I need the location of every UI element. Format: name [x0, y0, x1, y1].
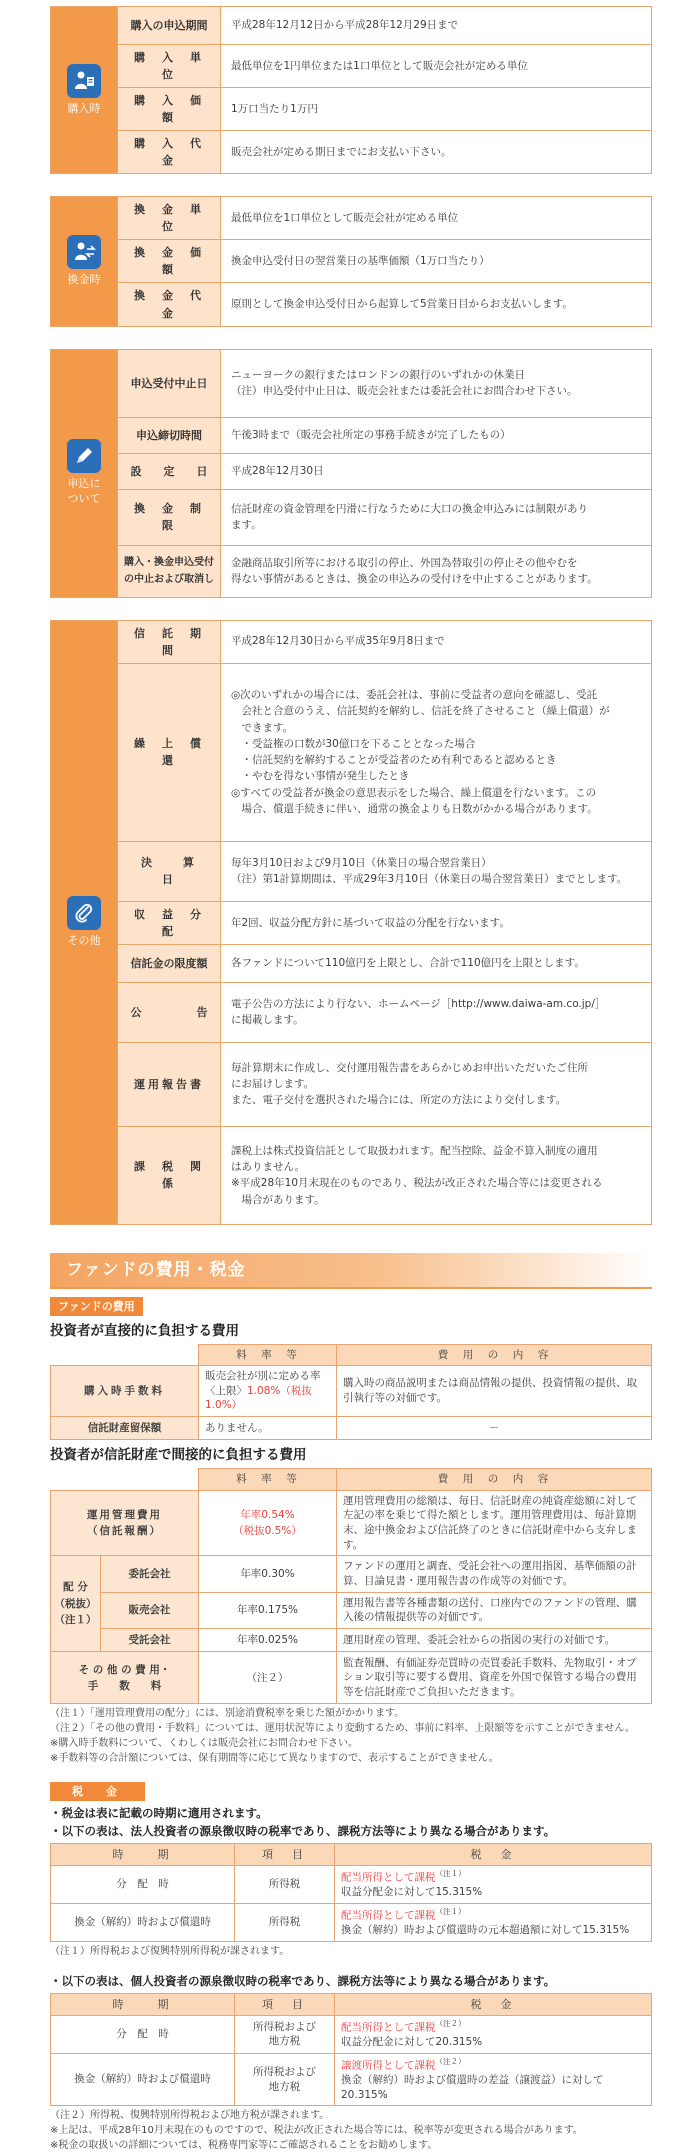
direct-fee-table — [50, 1344, 652, 1441]
retention-rate: ありません。 — [199, 1417, 337, 1440]
tax-intro-2: ・以下の表は、法人投資者の源泉徴収時の税率であり、課税方法等により異なる場合があります。 — [50, 1824, 556, 1839]
trustor-desc: ファンドの運用と調査、受託会社への運用指図、基準価額の計算、目論見書・運用報告書の作成等の対価です。 — [337, 1556, 652, 1592]
purchase-period-label: 購入の申込期間 — [118, 7, 221, 45]
purchase-payment-value: 販売会社が定める期日までにお支払い下さい。 — [221, 131, 652, 174]
corp-tax-note: （注１）所得税および復興特別所得税が課されます。 — [50, 1945, 290, 1957]
corp-dist-tax: 配当所得として課税$^{(注1)}$ 収益分配金に対して15.315% — [335, 1865, 652, 1903]
indirect-col-rate: 料 率 等 — [199, 1469, 337, 1490]
report-label: 運用報告書 — [118, 1042, 221, 1126]
fee-divider — [50, 1287, 652, 1289]
retention-label: 信託財産留保額 — [51, 1417, 199, 1440]
indiv-tax-note-2: ※上記は、平成28年10月末現在のものですので、税法が改正された場合等には、税率等が変更される場合があります。 — [50, 2125, 583, 2137]
corp-dist-time: 分 配 時 — [51, 1865, 235, 1903]
indiv-tax-intro: ・以下の表は、個人投資者の源泉徴収時の税率であり、課税方法等により異なる場合があります。 — [50, 1973, 556, 1988]
trustor-rate: 年率0.30% — [199, 1556, 337, 1592]
tax-tag: 税 金 — [50, 1782, 145, 1801]
purchase-period-value: 平成28年12月12日から平成28年12月29日まで — [221, 7, 652, 45]
cancellation-label: 購入・換金申込受付 の中止および取消し — [118, 545, 221, 597]
corp-dist-item: 所得税 — [235, 1865, 335, 1903]
mgmt-fee-label: 運用管理費用 （信託報酬） — [51, 1490, 199, 1556]
deadline-label: 申込締切時間 — [118, 417, 221, 453]
purchase-price-label: 購 入 価 額 — [118, 88, 221, 131]
paperclip-icon — [67, 896, 101, 930]
trustor-label: 委託会社 — [101, 1556, 199, 1592]
trustee-rate: 年率0.025% — [199, 1629, 337, 1652]
public-notice-label: 公 告 — [118, 982, 221, 1042]
settlement-date-value: 毎年3月10日および9月10日（休業日の場合翌営業日） （注）第1計算期間は、平成29年3月10日（休業日の場合翌営業日）までとします。 — [221, 841, 652, 901]
corp-red-item: 所得税 — [235, 1903, 335, 1941]
corp-red-time: 換金（解約）時および償還時 — [51, 1903, 235, 1941]
trustee-label: 受託会社 — [101, 1629, 199, 1652]
purchase-fee-rate: 販売会社が別に定める率 〈上限〉1.08%（税抜1.0%） — [199, 1365, 337, 1416]
purchase-person-icon — [67, 64, 101, 98]
cancellation-value: 金融商品取引所等における取引の停止、外国為替取引の停止その他やむを 得ない事情があるときは、換金の申込みの受付けを中止することがあります。 — [221, 545, 652, 597]
other-fee-rate: （注２） — [199, 1652, 337, 1704]
exchange-payment-value: 原則として換金申込受付日から起算して5営業日目からお支払いします。 — [221, 283, 652, 326]
public-notice-value: 電子公告の方法により行ない、ホームページ［http://www.daiwa-am.co.jp/］ に掲載します。 — [221, 982, 652, 1042]
corp-col-time: 時 期 — [51, 1843, 235, 1865]
indirect-fee-title: 投資者が信託財産で間接的に負担する費用 — [50, 1447, 307, 1464]
early-redemption-value: ◎次のいずれかの場合には、委託会社は、事前に受益者の意向を確認し、受託 会社と合意のうえ、信託契約を解約し、信託を終了させること（繰上償還）が できます。 ・受益権の口数が30億口を下ることとなった場合 ・信託契約を解約することが受益者のため有利であると認めるとき ・やむを得ない事情が発生したとき ◎すべての受益者が換金の意思表示をした場合、繰上償還を行ないます。この 場合、償還手続きに伴い、通常の換金よりも日数がかかる場合があります。 — [221, 663, 652, 841]
indiv-col-item: 項 目 — [235, 1993, 335, 2015]
purchase-table — [50, 6, 652, 174]
indiv-dist-item: 所得税および 地方税 — [235, 2015, 335, 2053]
exchange-icon-label: 換金時 — [67, 273, 101, 286]
setup-date-value: 平成28年12月30日 — [221, 453, 652, 489]
fee-note-4: ※手数料等の合計額については、保有期間等に応じて異なりますので、表示することができません。 — [50, 1753, 499, 1765]
trust-period-value: 平成28年12月30日から平成35年9月8日まで — [221, 620, 652, 663]
indiv-red-item: 所得税および 地方税 — [235, 2053, 335, 2106]
indiv-tax-note-3: ※税金の取扱いの詳細については、税務専門家等にご確認されることをお勧めします。 — [50, 2140, 438, 2152]
exchange-price-label: 換 金 価 額 — [118, 240, 221, 283]
indiv-tax-note-1: （注２）所得税、復興特別所得税および地方税が課されます。 — [50, 2110, 330, 2122]
indirect-fee-table — [50, 1468, 652, 1704]
other-fee-desc: 監査報酬、有価証券売買時の売買委託手数料、先物取引・オプション取引等に要する費用、資産を外国で保管する場合の費用等を信託財産でご負担いただきます。 — [337, 1652, 652, 1704]
corp-col-item: 項 目 — [235, 1843, 335, 1865]
retention-desc: － — [337, 1417, 652, 1440]
application-icon-cell — [51, 349, 118, 597]
exchange-payment-label: 換 金 代 金 — [118, 283, 221, 326]
exchange-table — [50, 196, 652, 326]
application-icon-label-1: 申込に — [67, 477, 101, 491]
purchase-icon-cell — [51, 7, 118, 174]
mgmt-fee-desc: 運用管理費用の総額は、毎日、信託財産の純資産総額に対して左記の率を乗じて得た額とします。運用管理費用は、毎計算期末、途中換金および信託終了のときに信託財産中から支弁します。 — [337, 1490, 652, 1556]
indiv-red-time: 換金（解約）時および償還時 — [51, 2053, 235, 2106]
direct-col-content: 費 用 の 内 容 — [337, 1344, 652, 1365]
indiv-dist-tax: 配当所得として課税$^{(注2)}$ 収益分配金に対して20.315% — [335, 2015, 652, 2053]
tax-relation-label: 課 税 関 係 — [118, 1126, 221, 1224]
seller-label: 販売会社 — [101, 1592, 199, 1628]
corp-col-tax: 税 金 — [335, 1843, 652, 1865]
direct-col-rate: 料 率 等 — [199, 1344, 337, 1365]
fee-section-header — [50, 1253, 652, 1287]
exchange-limit-label: 換 金 制 限 — [118, 489, 221, 545]
fee-note-2: （注２）「その他の費用・手数料」については、運用状況等により変動するため、事前に料率、上限額等を示すことができません。 — [50, 1723, 635, 1735]
trust-period-label: 信 託 期 間 — [118, 620, 221, 663]
indiv-red-tax: 譲渡所得として課税$^{(注2)}$ 換金（解約）時および償還時の差益（譲渡益）に対して20.315% — [335, 2053, 652, 2106]
purchase-fee-desc: 購入時の商品説明または商品情報の提供、投資情報の提供、取引執行等の対価です。 — [337, 1365, 652, 1416]
indiv-col-tax: 税 金 — [335, 1993, 652, 2015]
trust-limit-label: 信託金の限度額 — [118, 944, 221, 982]
indirect-col-content: 費 用 の 内 容 — [337, 1469, 652, 1490]
early-redemption-label: 繰 上 償 還 — [118, 663, 221, 841]
tax-relation-value: 課税上は株式投資信託として取扱われます。配当控除、益金不算入制度の適用 はありません。 ※平成28年10月末現在のものであり、税法が改正された場合等には変更される 場合があります。 — [221, 1126, 652, 1224]
exchange-person-icon — [67, 235, 101, 269]
purchase-payment-label: 購 入 代 金 — [118, 131, 221, 174]
exchange-limit-value: 信託財産の資金管理を円滑に行なうために大口の換金申込みには制限があり ます。 — [221, 489, 652, 545]
fee-section-title: ファンドの費用・税金 — [66, 1259, 246, 1280]
individual-tax-table — [50, 1993, 652, 2107]
purchase-icon-label: 購入時 — [67, 101, 101, 115]
report-value: 毎計算期末に作成し、交付運用報告書をあらかじめお申出いただいたご住所 にお届けします。 また、電子交付を選択された場合には、所定の方法により交付します。 — [221, 1042, 652, 1126]
setup-date-label: 設 定 日 — [118, 453, 221, 489]
indiv-dist-time: 分 配 時 — [51, 2015, 235, 2053]
fee-note-3: ※購入時手数料について、くわしくは販売会社にお問合わせ下さい。 — [50, 1738, 358, 1750]
direct-fee-title: 投資者が直接的に負担する費用 — [50, 1322, 239, 1339]
other-icon-label: その他 — [67, 933, 101, 947]
corp-red-tax: 配当所得として課税$^{(注1)}$ 換金（解約）時および償還時の元本超過額に対して15.315% — [335, 1903, 652, 1941]
trust-limit-value: 各ファンドについて110億円を上限とし、合計で110億円を上限とします。 — [221, 944, 652, 982]
application-table — [50, 349, 652, 598]
tax-intro-1: ・税金は表に記載の時期に適用されます。 — [50, 1806, 268, 1821]
exchange-unit-value: 最低単位を1口単位として販売会社が定める単位 — [221, 197, 652, 240]
indiv-col-time: 時 期 — [51, 1993, 235, 2015]
purchase-unit-label: 購 入 単 位 — [118, 45, 221, 88]
deadline-value: 午後3時まで（販売会社所定の事務手続きが完了したもの） — [221, 417, 652, 453]
corporate-tax-table — [50, 1843, 652, 1942]
purchase-fee-label: 購入時手数料 — [51, 1365, 199, 1416]
exchange-unit-label: 換 金 単 位 — [118, 197, 221, 240]
other-table — [50, 620, 652, 1225]
suspension-date-value: ニューヨークの銀行またはロンドンの銀行のいずれかの休業日 （注）申込受付中止日は、販売会社または委託会社にお問合わせ下さい。 — [221, 349, 652, 417]
distribution-value: 年2回、収益分配方針に基づいて収益の分配を行ないます。 — [221, 901, 652, 944]
application-icon-label-2: ついて — [67, 492, 101, 506]
seller-desc: 運用報告書等各種書類の送付、口座内でのファンドの管理、購入後の情報提供等の対価です。 — [337, 1592, 652, 1628]
seller-rate: 年率0.175% — [199, 1592, 337, 1628]
settlement-date-label: 決 算 日 — [118, 841, 221, 901]
other-fee-label: そ の 他 の 費 用・ 手 数 料 — [51, 1652, 199, 1704]
pen-icon — [67, 439, 101, 473]
purchase-unit-value: 最低単位を1円単位または1口単位として販売会社が定める単位 — [221, 45, 652, 88]
fee-tag: ファンドの費用 — [50, 1297, 143, 1316]
fee-note-1: （注１）「運用管理費用の配分」には、別途消費税率を乗じた額がかかります。 — [50, 1708, 405, 1720]
trustee-desc: 運用財産の管理、委託会社からの指図の実行の対価です。 — [337, 1629, 652, 1652]
purchase-price-value: 1万口当たり1万円 — [221, 88, 652, 131]
other-icon-cell — [51, 620, 118, 1224]
suspension-date-label: 申込受付中止日 — [118, 349, 221, 417]
exchange-price-value: 換金申込受付日の翌営業日の基準価額（1万口当たり） — [221, 240, 652, 283]
mgmt-fee-rate: 年率0.54% （税抜0.5%） — [199, 1490, 337, 1556]
distribution-label: 収 益 分 配 — [118, 901, 221, 944]
allocation-label: 配 分 （税抜） （注１） — [51, 1556, 101, 1652]
exchange-icon-cell — [51, 197, 118, 326]
